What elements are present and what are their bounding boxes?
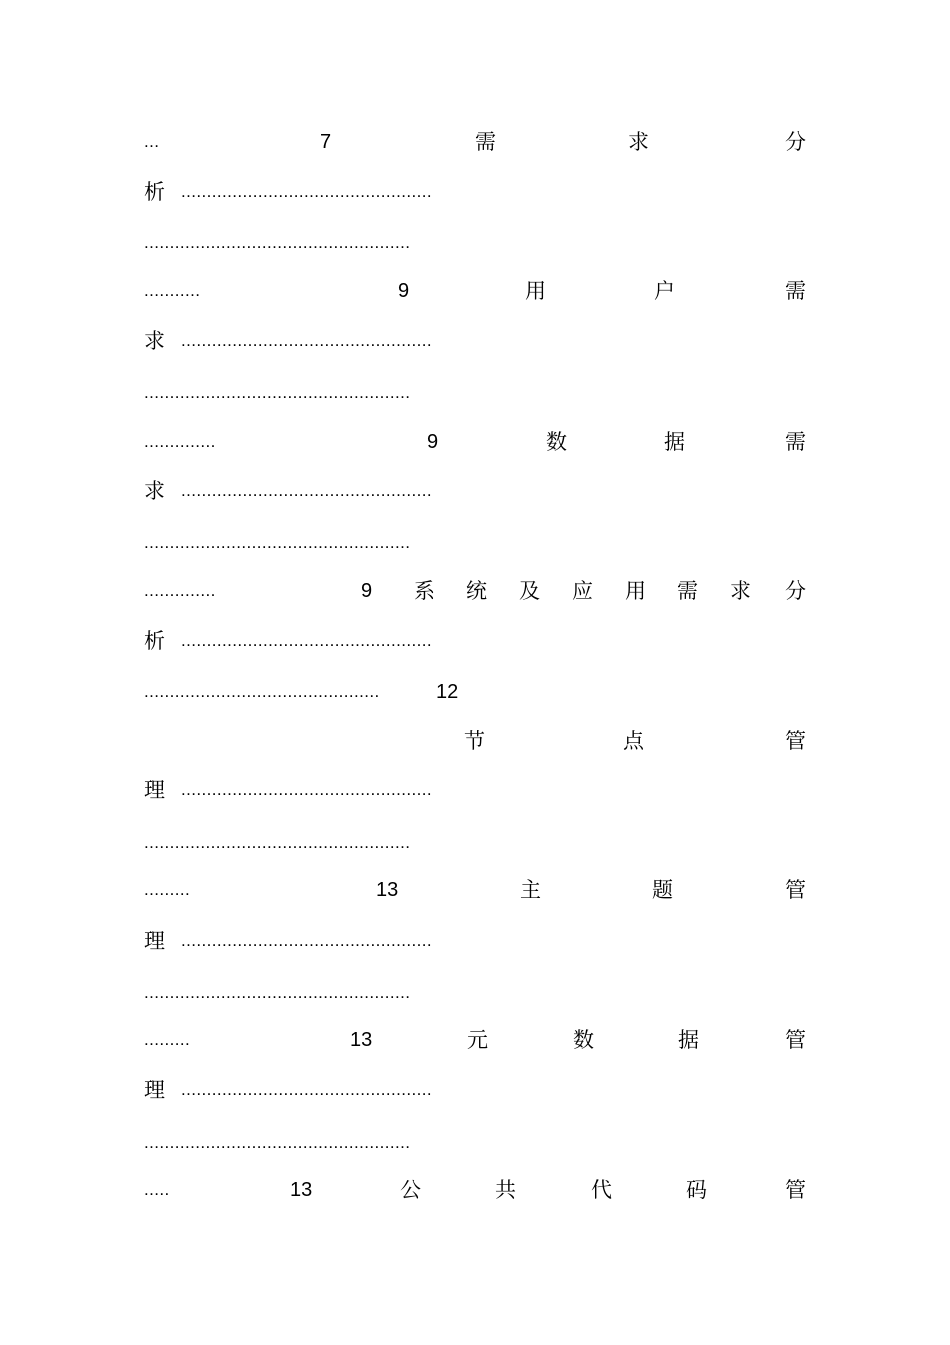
toc-line	[144, 1075, 806, 1105]
title-char: 分	[785, 130, 806, 154]
toc-line	[144, 127, 806, 157]
title-char: 节	[464, 729, 485, 753]
title-char: 管	[785, 878, 806, 902]
leader-dots: ....................................................	[144, 383, 411, 402]
leader-dots: ..............	[144, 432, 216, 451]
leader-dots: ...........	[144, 281, 201, 300]
toc-line	[144, 1128, 806, 1158]
title-char: 需	[785, 430, 806, 454]
title-char: 应	[572, 579, 593, 603]
title-char: 及	[519, 579, 540, 603]
leader-dots: .................................................	[181, 331, 433, 350]
leader-dots: .................................................	[181, 780, 433, 799]
leader-dots: .....	[144, 1180, 170, 1199]
toc-line	[144, 276, 806, 306]
leader-dots: .................................................	[181, 1080, 433, 1099]
title-char: 管	[785, 1028, 806, 1052]
toc-line	[144, 177, 806, 207]
title-char: 管	[785, 1178, 806, 1202]
title-char: 代	[591, 1178, 612, 1202]
leader-dots: .................................................	[181, 481, 433, 500]
leader-dots: ..............................................	[144, 682, 380, 701]
title-char: 析	[144, 629, 165, 653]
toc-line	[144, 978, 806, 1008]
title-char: 据	[664, 430, 685, 454]
page-number: 12	[436, 681, 459, 703]
title-char: 需	[785, 279, 806, 303]
title-char: 主	[520, 878, 541, 902]
toc-line	[144, 1175, 806, 1205]
title-char: 统	[466, 579, 487, 603]
leader-dots: ....................................................	[144, 983, 411, 1002]
toc-line	[144, 326, 806, 356]
title-char: 管	[785, 729, 806, 753]
toc-line	[144, 875, 806, 905]
title-char: 户	[654, 279, 675, 303]
page-number: 9	[427, 431, 439, 453]
toc-line	[144, 1025, 806, 1055]
title-char: 析	[144, 180, 165, 204]
toc-line	[144, 427, 806, 457]
title-char: 求	[144, 329, 165, 353]
toc-line	[144, 378, 806, 408]
leader-dots: ....................................................	[144, 833, 411, 852]
toc-line	[144, 726, 806, 756]
leader-dots: ...	[144, 132, 160, 151]
page-number: 13	[290, 1179, 313, 1201]
leader-dots: .........	[144, 880, 191, 899]
title-char: 理	[144, 1078, 165, 1102]
toc-line	[144, 626, 806, 656]
title-char: 据	[678, 1028, 699, 1052]
title-char: 题	[652, 878, 673, 902]
title-char: 用	[525, 279, 546, 303]
title-char: 共	[495, 1178, 516, 1202]
toc-line	[144, 926, 806, 956]
toc-line	[144, 775, 806, 805]
toc-line	[144, 476, 806, 506]
title-char: 码	[686, 1178, 707, 1202]
leader-dots: .................................................	[181, 931, 433, 950]
leader-dots: ....................................................	[144, 533, 411, 552]
leader-dots: .................................................	[181, 182, 433, 201]
page-number: 13	[350, 1029, 373, 1051]
toc-line	[144, 828, 806, 858]
leader-dots: .........	[144, 1030, 191, 1049]
title-char: 元	[467, 1028, 488, 1052]
leader-dots: ..............	[144, 581, 216, 600]
toc-line	[144, 528, 806, 558]
title-char: 用	[625, 579, 646, 603]
toc-line	[144, 677, 806, 707]
title-char: 求	[144, 479, 165, 503]
title-char: 求	[628, 130, 649, 154]
leader-dots: ....................................................	[144, 233, 411, 252]
page-number: 7	[320, 131, 332, 153]
title-char: 公	[400, 1178, 421, 1202]
title-char: 数	[573, 1028, 594, 1052]
toc-line	[144, 576, 806, 606]
page-number: 9	[361, 580, 373, 602]
toc-line	[144, 228, 806, 258]
page-number: 9	[398, 280, 410, 302]
page-number: 13	[376, 879, 399, 901]
title-char: 需	[475, 130, 496, 154]
title-char: 理	[144, 929, 165, 953]
title-char: 系	[414, 579, 435, 603]
title-char: 点	[623, 729, 644, 753]
title-char: 理	[144, 778, 165, 802]
leader-dots: .................................................	[181, 631, 433, 650]
title-char: 求	[730, 579, 751, 603]
title-char: 需	[677, 579, 698, 603]
title-char: 分	[785, 579, 806, 603]
leader-dots: ....................................................	[144, 1133, 411, 1152]
title-char: 数	[546, 430, 567, 454]
